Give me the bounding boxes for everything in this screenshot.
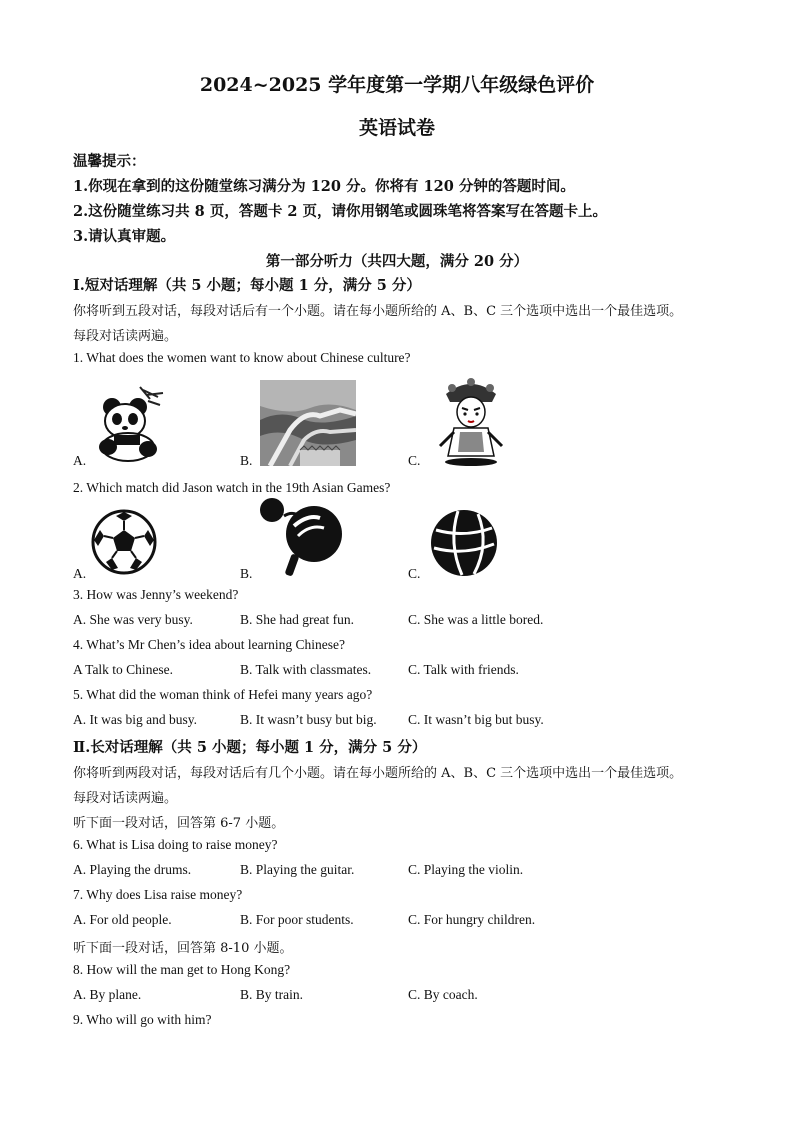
q8-option-b: B. By train. bbox=[240, 987, 303, 1002]
notice-heading: 温馨提示： bbox=[73, 153, 146, 170]
question-8-stem: 8. How will the man get to Hong Kong? bbox=[73, 962, 291, 977]
q6-option-a: A. Playing the drums. bbox=[73, 862, 192, 877]
dialogue-lead-1: 听下面一段对话，回答第 6-7 小题。 bbox=[73, 816, 285, 831]
q5-option-a: A. It was big and busy. bbox=[73, 712, 197, 727]
peking-opera-icon bbox=[430, 376, 512, 466]
q2-option-c: C. bbox=[408, 566, 421, 581]
q7-option-b: B. For poor students. bbox=[240, 912, 354, 927]
question-2-stem: 2. Which match did Jason watch in the 19th Asian Games? bbox=[73, 480, 391, 495]
question-5-stem: 5. What did the woman think of Hefei many years ago? bbox=[73, 687, 373, 702]
q4-option-c: C. Talk with friends. bbox=[408, 662, 519, 677]
section1-instruction: 你将听到五段对话，每段对话后有一个小题。请在每小题所给的 A、B、C 三个选项中选出一个最佳选项。 bbox=[73, 304, 683, 319]
question-7-stem: 7. Why does Lisa raise money? bbox=[73, 887, 243, 902]
q2-option-a: A. bbox=[73, 566, 87, 581]
section1-title: Ⅰ.短对话理解（共 5 小题；每小题 1 分，满分 5 分） bbox=[73, 277, 421, 294]
q4-option-b: B. Talk with classmates. bbox=[240, 662, 372, 677]
question-9-stem: 9. Who will go with him? bbox=[73, 1012, 212, 1027]
question-4-stem: 4. What’s Mr Chen’s idea about learning Chinese? bbox=[73, 637, 345, 652]
panda-icon bbox=[88, 385, 168, 465]
notice-item-3: 3.请认真审题。 bbox=[73, 228, 176, 245]
question-3-stem: 3. How was Jenny’s weekend? bbox=[73, 587, 239, 602]
q3-option-b: B. She had great fun. bbox=[240, 612, 354, 627]
q6-option-c: C. Playing the violin. bbox=[408, 862, 524, 877]
q7-option-c: C. For hungry children. bbox=[408, 912, 536, 927]
ping-pong-icon bbox=[258, 496, 346, 578]
q5-option-c: C. It wasn’t big but busy. bbox=[408, 712, 544, 727]
q6-option-b: B. Playing the guitar. bbox=[240, 862, 355, 877]
volleyball-icon bbox=[428, 508, 500, 578]
q1-option-c: C. bbox=[408, 453, 421, 468]
section2-instruction-2: 每段对话读两遍。 bbox=[73, 791, 178, 806]
q5-option-b: B. It wasn’t busy but big. bbox=[240, 712, 377, 727]
dialogue-lead-2: 听下面一段对话，回答第 8-10 小题。 bbox=[73, 941, 293, 956]
question-6-stem: 6. What is Lisa doing to raise money? bbox=[73, 837, 278, 852]
q4-option-a: A Talk to Chinese. bbox=[73, 662, 174, 677]
soccer-ball-icon bbox=[90, 508, 158, 576]
section1-instruction-2: 每段对话读两遍。 bbox=[73, 329, 178, 344]
notice-item-1: 1.你现在拿到的这份随堂练习满分为 120 分。你将有 120 分钟的答题时间。 bbox=[73, 178, 575, 195]
section2-instruction: 你将听到两段对话，每段对话后有几个小题。请在每小题所给的 A、B、C 三个选项中选出一个最佳选项。 bbox=[73, 766, 683, 781]
part1-title: 第一部分听力（共四大题，满分 20 分） bbox=[265, 253, 529, 270]
question-1-stem: 1. What does the women want to know about Chinese culture? bbox=[73, 350, 411, 365]
q8-option-a: A. By plane. bbox=[73, 987, 142, 1002]
exam-subtitle: 英语试卷 bbox=[358, 117, 435, 139]
q7-option-a: A. For old people. bbox=[73, 912, 172, 927]
q2-option-b: B. bbox=[240, 566, 253, 581]
q8-option-c: C. By coach. bbox=[408, 987, 478, 1002]
q3-option-c: C. She was a little bored. bbox=[408, 612, 544, 627]
notice-item-2: 2.这份随堂练习共 8 页，答题卡 2 页，请你用钢笔或圆珠笔将答案写在答题卡上。 bbox=[73, 203, 608, 220]
great-wall-icon bbox=[260, 380, 356, 466]
exam-title: 2024~2025 学年度第一学期八年级绿色评价 bbox=[199, 74, 595, 96]
section2-title: Ⅱ.长对话理解（共 5 小题；每小题 1 分，满分 5 分） bbox=[73, 739, 427, 756]
q1-option-b: B. bbox=[240, 453, 253, 468]
q3-option-a: A. She was very busy. bbox=[73, 612, 193, 627]
q1-option-a: A. bbox=[73, 453, 87, 468]
